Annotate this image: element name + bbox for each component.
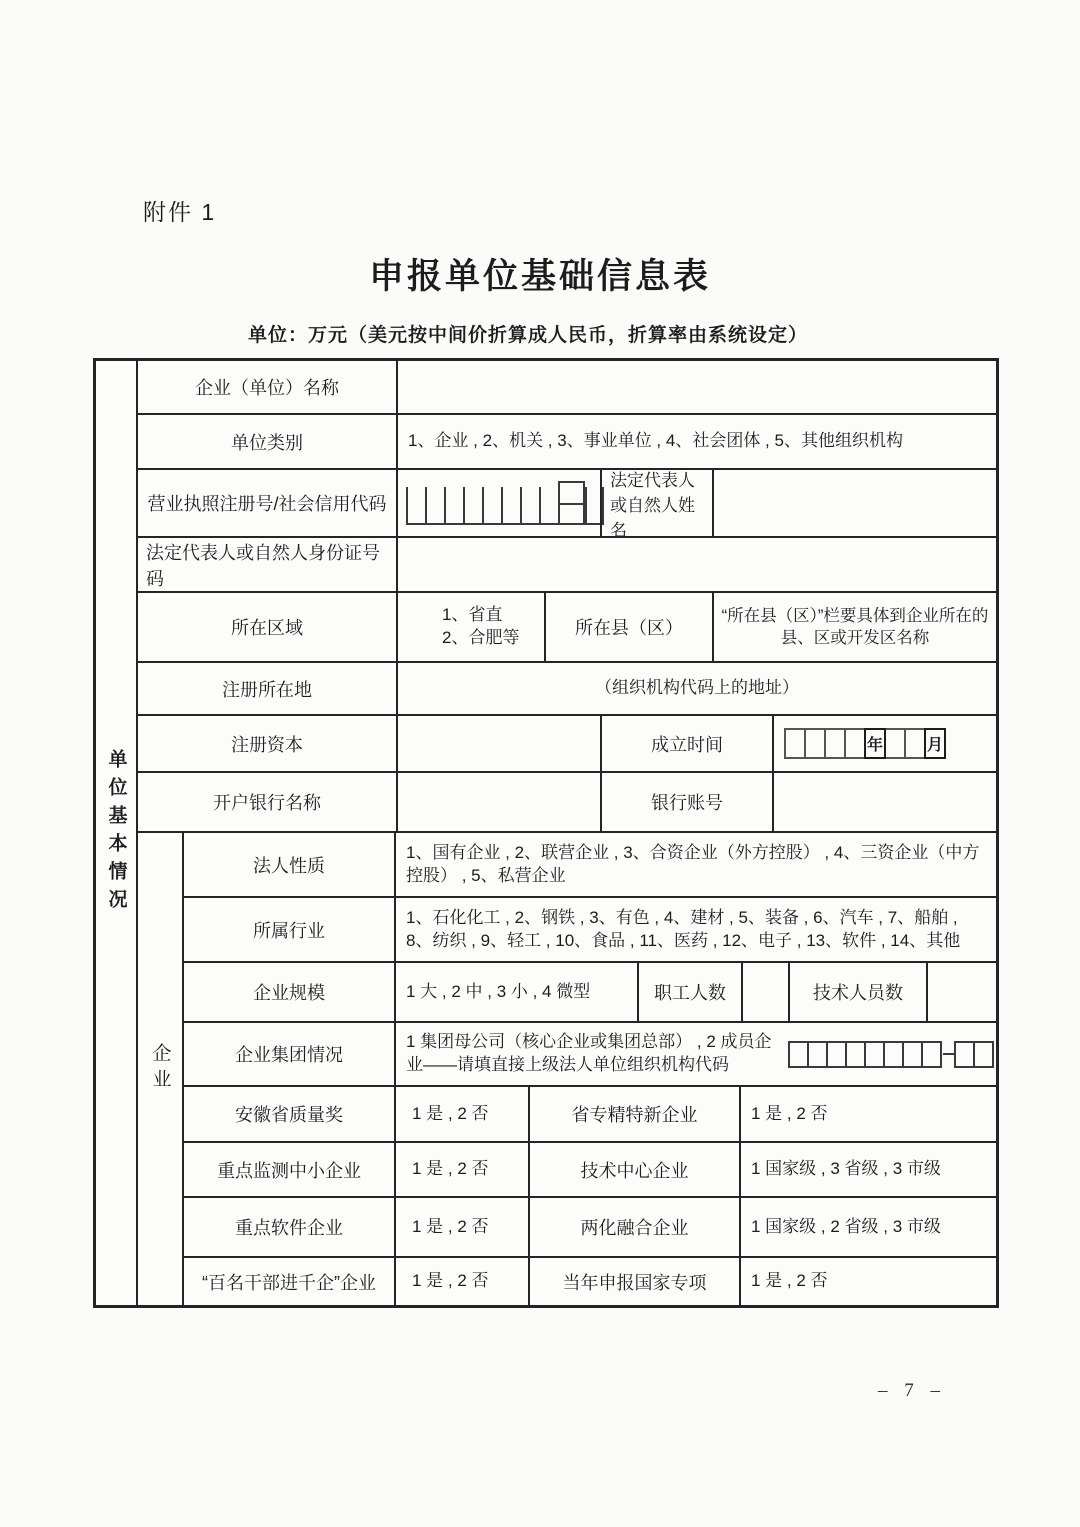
org-code-box: [973, 1041, 994, 1068]
row-id-number: [138, 536, 996, 591]
id-number-field: [396, 538, 996, 591]
date-box: [904, 728, 926, 759]
date-box: [844, 728, 866, 759]
specialized-label: 省专精特新企业: [528, 1087, 739, 1141]
tech-count-field: [926, 963, 996, 1021]
monitored-sme-value: 1 是 , 2 否: [394, 1143, 528, 1196]
org-code-box: [864, 1041, 885, 1068]
legal-nature-options: 1、国有企业 , 2、联营企业 , 3、合资企业（外方控股） , 4、三资企业（中方控股） , 5、私营企业: [394, 833, 996, 896]
industry-label: 所属行业: [253, 920, 325, 941]
national-project-value: 1 是 , 2 否: [739, 1258, 996, 1305]
basic-info-table: [93, 358, 999, 1308]
staff-count-label: 职工人数: [637, 963, 741, 1021]
row-license-code: [138, 468, 996, 540]
row-unit-category: [138, 413, 996, 468]
org-code-boxes: [790, 1041, 994, 1068]
unit-category-options: 1、企业 , 2、机关 , 3、事业单位 , 4、社会团体 , 5、其他组织机构: [396, 415, 996, 468]
org-code-box: [826, 1041, 847, 1068]
license-code-label: 营业执照注册号/社会信用代码: [147, 494, 387, 514]
year-box: 年: [864, 728, 886, 759]
quality-award-label: 安徽省质量奖: [235, 1105, 343, 1125]
comb-slot: [425, 487, 444, 523]
org-code-box: [845, 1041, 866, 1068]
attachment-label: 附件 1: [143, 199, 217, 225]
comb-slot: [482, 487, 501, 523]
date-box: [884, 728, 906, 759]
tech-center-value: 1 国家级 , 3 省级 , 3 市级: [739, 1143, 996, 1196]
row-monitored-sme: [184, 1141, 996, 1196]
county-label: 所在县（区）: [544, 593, 712, 661]
row-registered-capital: [138, 714, 996, 771]
staff-count-field: [741, 963, 788, 1021]
scale-options: 1 大 , 2 中 , 3 小 , 4 微型: [394, 963, 637, 1021]
license-code-comb-boxes: [406, 481, 604, 525]
section-unit-basic-info: [96, 361, 138, 1305]
row-group: [184, 1021, 996, 1085]
tech-center-label: 技术中心企业: [528, 1143, 739, 1196]
row-key-software: [184, 1196, 996, 1256]
row-company-name: [138, 361, 996, 413]
comb-slot: [520, 487, 539, 523]
row-bank: [138, 771, 996, 831]
registered-address-label: 注册所在地: [222, 679, 312, 700]
specialized-value: 1 是 , 2 否: [739, 1087, 996, 1141]
cadres-label: “百名干部进千企”企业: [202, 1272, 376, 1293]
tech-count-label: 技术人员数: [788, 963, 926, 1021]
comb-slot: [463, 487, 482, 523]
bank-account-label: 银行账号: [600, 773, 772, 831]
section-enterprise: [138, 831, 996, 1305]
county-note: “所在县（区）”栏要具体到企业所在的县、区或开发区名称: [712, 593, 996, 661]
company-name-label: 企业（单位）名称: [195, 378, 339, 398]
registered-capital-field: [396, 716, 600, 771]
org-code-box: [807, 1041, 828, 1068]
row-cadres: [184, 1256, 996, 1305]
bank-name-field: [396, 773, 600, 831]
founded-date-boxes: [786, 728, 946, 759]
key-software-label: 重点软件企业: [235, 1218, 343, 1238]
org-code-box: [788, 1041, 809, 1068]
org-code-box: [883, 1041, 904, 1068]
month-box: 月: [924, 728, 946, 759]
unit-category-label: 单位类别: [231, 432, 303, 453]
comb-check-box: [558, 481, 585, 525]
unit-note: 单位：万元（美元按中间价折算成人民币，折算率由系统设定）: [247, 325, 808, 346]
id-number-label: 法定代表人或自然人身份证号码: [146, 542, 380, 589]
bank-account-field: [772, 773, 996, 831]
legal-nature-label: 法人性质: [253, 855, 325, 876]
legal-rep-name-label: 法定代表人或自然人姓名: [600, 470, 712, 536]
org-code-box: [902, 1041, 923, 1068]
industry-options: 1、石化化工 , 2、钢铁 , 3、有色 , 4、建材 , 5、装备 , 6、汽车 , 7、船舶 , 8、纺织 , 9、轻工 , 10、食品 , 11、医药 , 12、电子 , 13、软件 , 14、其他: [394, 898, 996, 961]
group-options: 1 集团母公司（核心企业或集团总部） , 2 成员企业——请填直接上级法人单位组织机构代码: [406, 1032, 772, 1074]
company-name-field: [396, 361, 996, 413]
license-code-field: [396, 470, 600, 536]
group-label: 企业集团情况: [235, 1045, 343, 1065]
section-enterprise-label: 企业: [149, 1043, 171, 1095]
founded-date-field: [772, 716, 996, 771]
section-enterprise-col: [138, 833, 184, 1305]
national-project-label: 当年申报国家专项: [528, 1258, 739, 1305]
section-unit-basic-info-label: 单位基本情况: [105, 749, 127, 917]
comb-slot: [444, 487, 463, 523]
region-option-2: 2、合肥等: [442, 628, 520, 647]
row-legal-nature: [184, 833, 996, 896]
date-box: [804, 728, 826, 759]
date-box: [784, 728, 806, 759]
quality-award-value: 1 是 , 2 否: [394, 1087, 528, 1141]
comb-slot: [501, 487, 520, 523]
page-title: 申报单位基础信息表: [368, 257, 711, 296]
founded-date-label: 成立时间: [600, 716, 772, 771]
legal-rep-name-field: [712, 470, 996, 536]
integration-label: 两化融合企业: [528, 1198, 739, 1256]
row-scale: [184, 961, 996, 1021]
key-software-value: 1 是 , 2 否: [394, 1198, 528, 1256]
scale-label: 企业规模: [253, 983, 325, 1003]
registered-address-hint: （组织机构代码上的地址）: [396, 663, 996, 714]
comb-slot: [539, 487, 558, 523]
bank-name-label: 开户银行名称: [213, 793, 321, 813]
cadres-value: 1 是 , 2 否: [394, 1258, 528, 1305]
row-quality-award: [184, 1085, 996, 1141]
org-code-box: [921, 1041, 942, 1068]
date-box: [824, 728, 846, 759]
integration-value: 1 国家级 , 2 省级 , 3 市级: [739, 1198, 996, 1256]
region-option-1: 1、省直: [442, 605, 503, 625]
org-code-box: [954, 1041, 975, 1068]
monitored-sme-label: 重点监测中小企业: [217, 1160, 361, 1181]
region-label: 所在区域: [231, 618, 303, 638]
row-industry: [184, 896, 996, 961]
row-region: [138, 591, 996, 661]
registered-capital-label: 注册资本: [231, 734, 303, 755]
row-registered-address: [138, 661, 996, 714]
page-number: – 7 –: [878, 1380, 946, 1401]
comb-slot: [406, 487, 425, 523]
